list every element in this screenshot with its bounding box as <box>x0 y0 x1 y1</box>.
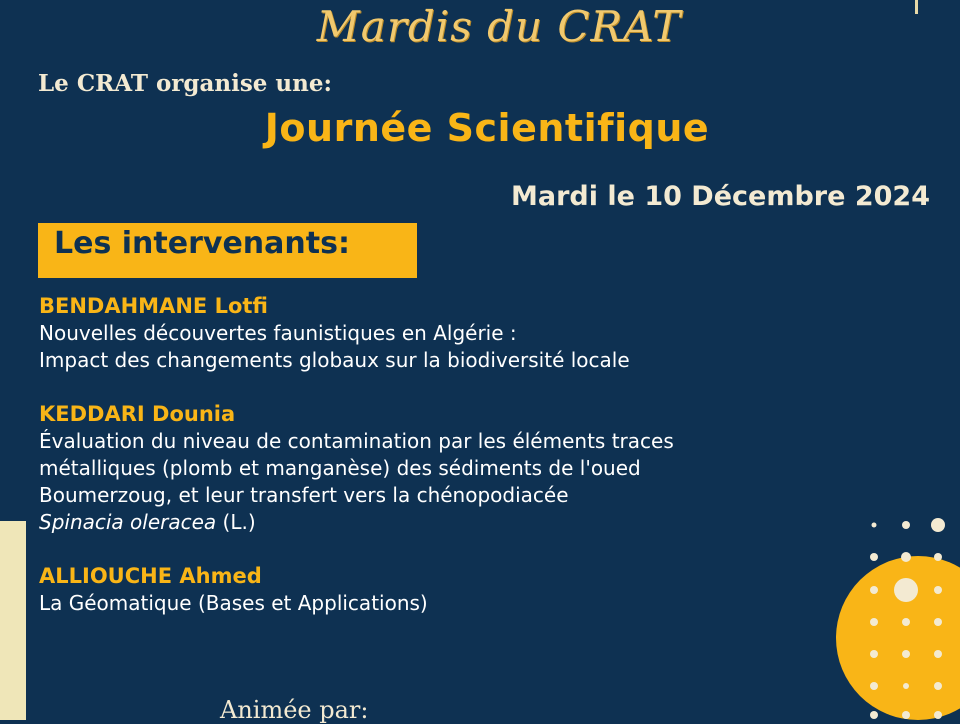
decorative-dot <box>870 650 878 658</box>
animee-par-label: Animée par: <box>220 696 369 724</box>
decorative-dot-circle <box>830 510 960 720</box>
decorative-dot <box>870 682 878 690</box>
decorative-dot <box>902 618 910 626</box>
decorative-dot <box>934 553 942 561</box>
speaker-block <box>39 562 428 617</box>
decorative-dot <box>934 711 942 719</box>
talk-title-line: Impact des changements globaux sur la biodiversité locale <box>39 348 630 372</box>
species-authority: (L.) <box>216 510 256 534</box>
series-title: Mardis du CRAT <box>316 2 682 51</box>
decorative-dot <box>870 586 878 594</box>
talk-title-line: La Géomatique (Bases et Applications) <box>39 591 428 615</box>
decorative-dot <box>902 650 910 658</box>
decorative-dot <box>894 578 918 602</box>
talk-title-line: métalliques (plomb et manganèse) des sédiments de l'oued <box>39 456 641 480</box>
speaker-block <box>39 292 630 374</box>
decorative-dot <box>870 711 878 719</box>
decorative-dot <box>934 618 942 626</box>
talk-title-line: Boumerzoug, et leur transfert vers la chénopodiacée <box>39 483 569 507</box>
decorative-dot <box>934 682 942 690</box>
speaker-name: KEDDARI Dounia <box>39 402 236 426</box>
decorative-dot <box>870 553 878 561</box>
intro-text: Le CRAT organise une: <box>38 70 333 97</box>
species-name: Spinacia oleracea <box>39 510 217 534</box>
decorative-dot <box>872 523 877 528</box>
decorative-circle <box>836 556 960 720</box>
decorative-dot <box>902 521 910 529</box>
decorative-dot <box>901 552 911 562</box>
speakers-label: Les intervenants: <box>54 226 350 261</box>
decorative-dot <box>903 683 909 689</box>
event-title: Journée Scientifique <box>264 106 710 150</box>
talk-title-species-line <box>39 509 674 536</box>
left-decorative-bar <box>0 521 26 720</box>
talk-title-line: Nouvelles découvertes faunistiques en Algérie : <box>39 321 517 345</box>
talk-title-line: Évaluation du niveau de contamination par les éléments traces <box>39 429 674 453</box>
decorative-dot <box>870 618 878 626</box>
speaker-block <box>39 400 674 536</box>
event-date: Mardi le 10 Décembre 2024 <box>510 181 930 212</box>
decorative-dot <box>934 586 942 594</box>
decorative-dot <box>934 650 942 658</box>
speaker-name: ALLIOUCHE Ahmed <box>39 564 262 588</box>
decorative-dot <box>902 711 910 719</box>
speaker-name: BENDAHMANE Lotfi <box>39 294 268 318</box>
decorative-dot <box>931 518 945 532</box>
